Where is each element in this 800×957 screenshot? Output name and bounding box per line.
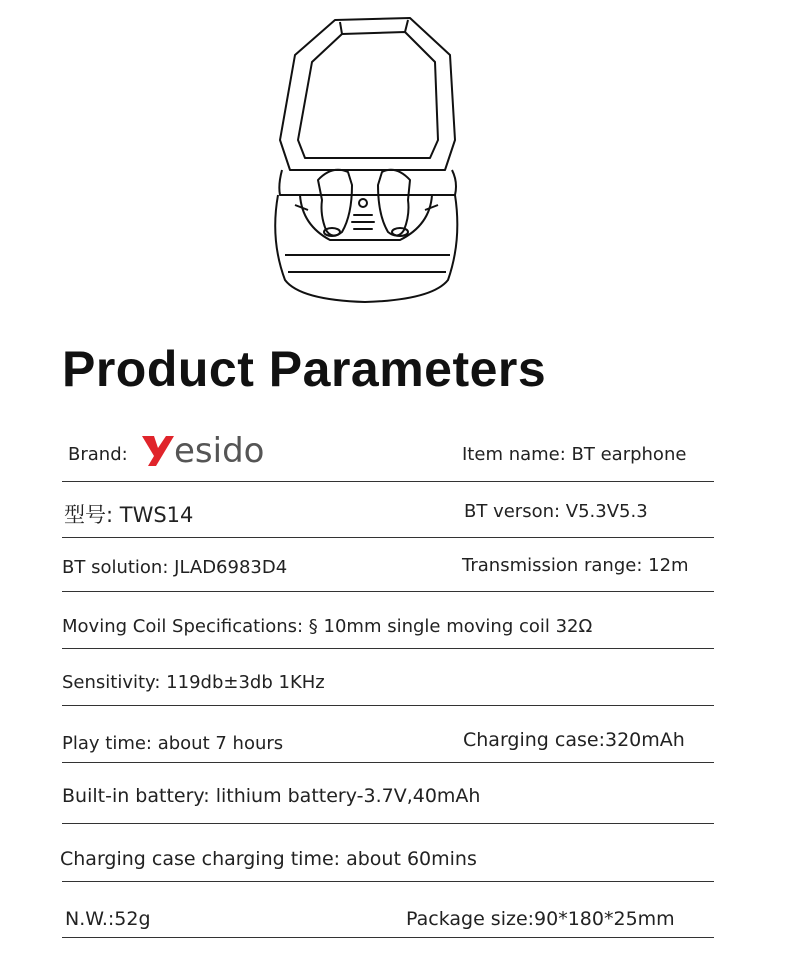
divider: [62, 762, 714, 763]
sensitivity: Sensitivity: 119db±3db 1KHz: [62, 672, 325, 693]
built-in-battery: Built-in battery: lithium battery-3.7V,40mAh: [62, 785, 481, 807]
transmission-range: Transmission range: 12m: [462, 555, 689, 576]
divider: [62, 881, 714, 882]
divider: [62, 937, 714, 938]
charging-case: Charging case:320mAh: [463, 729, 685, 751]
divider: [62, 648, 714, 649]
divider: [62, 537, 714, 538]
play-time: Play time: about 7 hours: [62, 733, 284, 754]
divider: [62, 705, 714, 706]
item-name: Item name: BT earphone: [462, 444, 687, 465]
bt-solution: BT solution: JLAD6983D4: [62, 557, 288, 578]
charging-time: Charging case charging time: about 60mins: [60, 848, 477, 870]
moving-coil-spec: Moving Coil Specifications: § 10mm single moving coil 32Ω: [62, 616, 593, 637]
model: 型号: TWS14: [64, 503, 194, 527]
bt-version: BT verson: V5.3V5.3: [464, 501, 648, 522]
page-title: Product Parameters: [62, 341, 547, 397]
divider: [62, 591, 714, 592]
brand-label: Brand:: [68, 444, 128, 465]
divider: [62, 823, 714, 824]
svg-text:esido: esido: [174, 431, 265, 470]
net-weight: N.W.:52g: [65, 908, 151, 930]
yesido-logo: [140, 430, 275, 470]
package-size: Package size:90*180*25mm: [406, 908, 675, 930]
earbuds-case-illustration: [260, 10, 470, 310]
divider: [62, 481, 714, 482]
